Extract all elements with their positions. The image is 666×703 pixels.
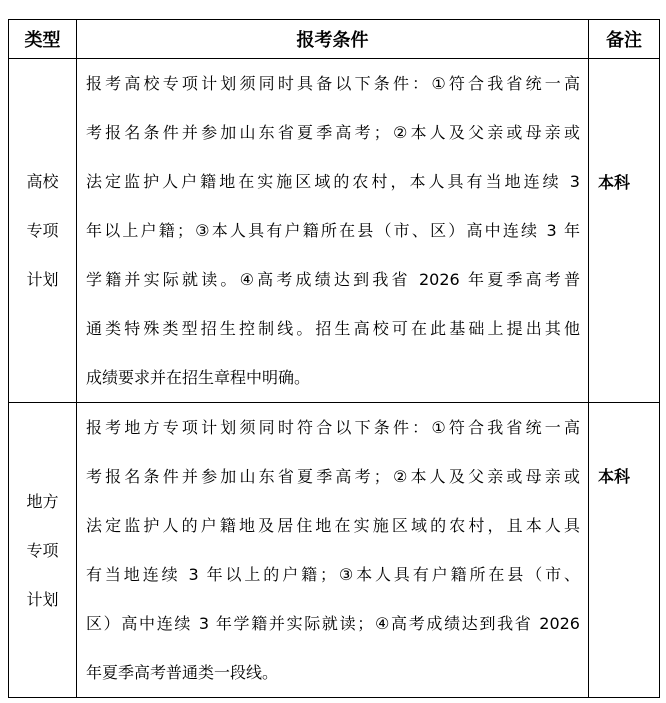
condition-line: 法定监护人户籍地在实施区域的农村，本人具有当地连续 3: [86, 172, 580, 191]
conditions-cell: [77, 403, 589, 698]
condition-line: 区）高中连续 3 年学籍并实际就读；④高考成绩达到我省 2026: [86, 614, 580, 633]
table-row: [9, 403, 660, 698]
condition-line: 通类特殊类型招生控制线。招生高校可在此基础上提出其他: [86, 319, 580, 338]
special-plan-table-container: [8, 19, 660, 698]
condition-line: 考报名条件并参加山东省夏季高考；②本人及父亲或母亲或: [86, 123, 580, 142]
note-cell: [589, 403, 660, 698]
type-line: 地方: [26, 491, 59, 511]
table-row: [9, 59, 660, 403]
type-line: 计划: [26, 589, 59, 609]
condition-line: 年夏季高考普通类一段线。: [86, 663, 279, 682]
type-line: 专项: [26, 221, 59, 240]
type-cell: [9, 403, 77, 698]
header-conditions: 报考条件: [77, 20, 589, 59]
type-line: 专项: [26, 540, 59, 560]
condition-line: 有当地连续 3 年以上的户籍；③本人具有户籍所在县（市、: [86, 565, 580, 584]
conditions-cell: [77, 59, 589, 403]
condition-line: 成绩要求并在招生章程中明确。: [86, 368, 311, 387]
condition-line: 报考高校专项计划须同时具备以下条件：①符合我省统一高: [86, 74, 580, 93]
condition-line: 学籍并实际就读。④高考成绩达到我省 2026 年夏季高考普: [86, 270, 580, 289]
condition-line: 报考地方专项计划须同时符合以下条件：①符合我省统一高: [86, 418, 580, 437]
type-cell: [9, 59, 77, 403]
special-plan-table: [8, 19, 660, 698]
condition-line: 法定监护人的户籍地及居住地在实施区域的农村，且本人具: [86, 516, 580, 535]
note-text: 本科: [598, 467, 631, 486]
table-header-row: [9, 20, 660, 59]
type-line: 计划: [26, 270, 59, 289]
header-note: 备注: [589, 20, 660, 59]
condition-line: 考报名条件并参加山东省夏季高考；②本人及父亲或母亲或: [86, 467, 580, 486]
note-text: 本科: [598, 173, 631, 192]
type-line: 高校: [26, 172, 59, 191]
condition-line: 年以上户籍；③本人具有户籍所在县（市、区）高中连续 3 年: [86, 221, 580, 240]
header-type: 类型: [9, 20, 77, 59]
note-cell: [589, 59, 660, 403]
